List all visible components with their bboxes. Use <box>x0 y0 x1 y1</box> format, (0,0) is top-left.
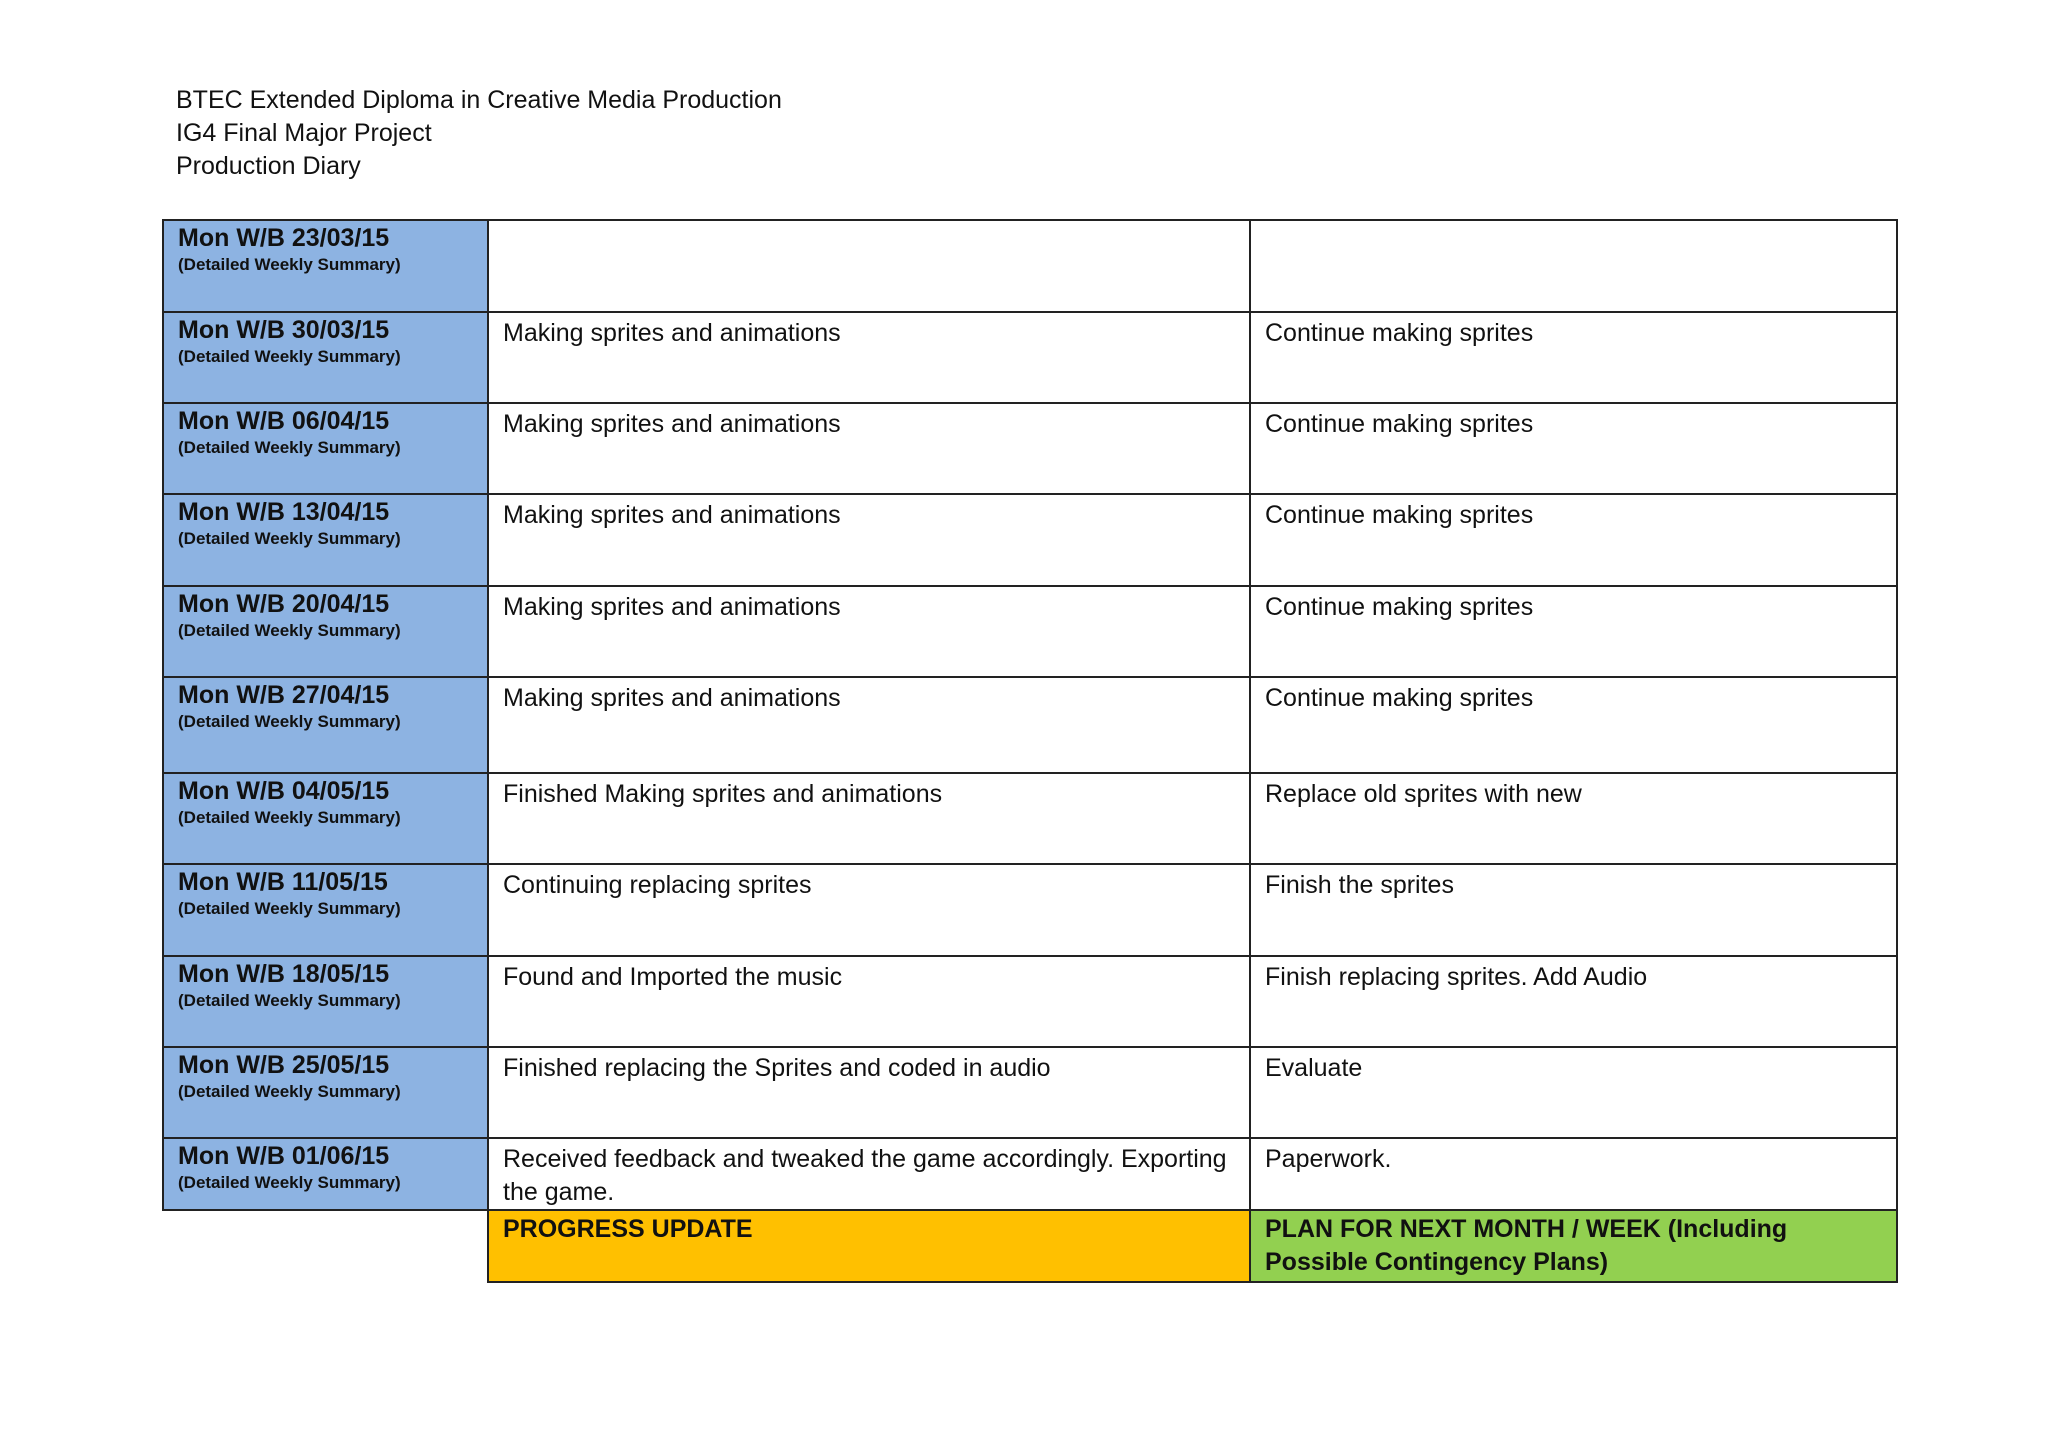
week-summary-label: (Detailed Weekly Summary) <box>178 712 401 731</box>
table-row <box>163 773 1897 864</box>
plan-cell: Continue making sprites <box>1250 586 1897 677</box>
course-title: BTEC Extended Diploma in Creative Media Production <box>176 86 782 114</box>
week-cell <box>163 494 488 586</box>
progress-update-header: PROGRESS UPDATE <box>488 1210 1250 1282</box>
plan-cell: Evaluate <box>1250 1047 1897 1138</box>
week-cell <box>163 956 488 1047</box>
week-cell <box>163 312 488 403</box>
week-cell <box>163 1138 488 1210</box>
plan-cell: Finish the sprites <box>1250 864 1897 956</box>
progress-cell: Making sprites and animations <box>488 586 1250 677</box>
plan-cell <box>1250 220 1897 312</box>
week-cell <box>163 1047 488 1138</box>
progress-cell: Making sprites and animations <box>488 494 1250 586</box>
week-cell <box>163 864 488 956</box>
week-cell <box>163 773 488 864</box>
document-header <box>176 84 782 183</box>
week-summary-label: (Detailed Weekly Summary) <box>178 529 401 548</box>
week-date: Mon W/B 27/04/15 <box>178 681 390 709</box>
plan-cell: Replace old sprites with new <box>1250 773 1897 864</box>
week-date: Mon W/B 20/04/15 <box>178 590 390 618</box>
week-summary-label: (Detailed Weekly Summary) <box>178 438 401 457</box>
table-row <box>163 677 1897 773</box>
progress-cell <box>488 220 1250 312</box>
week-date: Mon W/B 25/05/15 <box>178 1051 390 1079</box>
key-row <box>163 1210 1897 1282</box>
progress-cell: Making sprites and animations <box>488 403 1250 494</box>
table-row <box>163 864 1897 956</box>
week-date: Mon W/B 11/05/15 <box>178 868 388 896</box>
week-cell <box>163 403 488 494</box>
week-date: Mon W/B 01/06/15 <box>178 1142 390 1170</box>
progress-cell: Making sprites and animations <box>488 312 1250 403</box>
table-row <box>163 220 1897 312</box>
plan-cell: Continue making sprites <box>1250 312 1897 403</box>
week-cell <box>163 586 488 677</box>
week-date: Mon W/B 04/05/15 <box>178 777 390 805</box>
week-summary-label: (Detailed Weekly Summary) <box>178 808 401 827</box>
plan-cell: Continue making sprites <box>1250 677 1897 773</box>
progress-cell: Found and Imported the music <box>488 956 1250 1047</box>
week-date: Mon W/B 30/03/15 <box>178 316 390 344</box>
key-spacer <box>163 1210 488 1282</box>
week-date: Mon W/B 18/05/15 <box>178 960 390 988</box>
table-row <box>163 1138 1897 1210</box>
week-summary-label: (Detailed Weekly Summary) <box>178 621 401 640</box>
week-date: Mon W/B 06/04/15 <box>178 407 390 435</box>
table-row <box>163 956 1897 1047</box>
progress-cell: Continuing replacing sprites <box>488 864 1250 956</box>
plan-cell: Paperwork. <box>1250 1138 1897 1210</box>
progress-cell: Finished replacing the Sprites and coded in audio <box>488 1047 1250 1138</box>
week-summary-label: (Detailed Weekly Summary) <box>178 255 401 274</box>
week-summary-label: (Detailed Weekly Summary) <box>178 991 401 1010</box>
project-title: IG4 Final Major Project <box>176 119 432 147</box>
table-row <box>163 312 1897 403</box>
plan-cell: Continue making sprites <box>1250 403 1897 494</box>
week-summary-label: (Detailed Weekly Summary) <box>178 347 401 366</box>
plan-next-header: PLAN FOR NEXT MONTH / WEEK (Including Possible Contingency Plans) <box>1250 1210 1897 1282</box>
production-diary-table <box>162 219 1898 1283</box>
document-title: Production Diary <box>176 152 361 180</box>
week-date: Mon W/B 23/03/15 <box>178 224 390 252</box>
table-row <box>163 1047 1897 1138</box>
week-cell <box>163 677 488 773</box>
progress-cell: Finished Making sprites and animations <box>488 773 1250 864</box>
table-row <box>163 403 1897 494</box>
plan-cell: Finish replacing sprites. Add Audio <box>1250 956 1897 1047</box>
progress-cell: Received feedback and tweaked the game accordingly. Exporting the game. <box>488 1138 1250 1210</box>
week-summary-label: (Detailed Weekly Summary) <box>178 1082 401 1101</box>
table-row <box>163 494 1897 586</box>
week-summary-label: (Detailed Weekly Summary) <box>178 1173 401 1192</box>
plan-cell: Continue making sprites <box>1250 494 1897 586</box>
week-summary-label: (Detailed Weekly Summary) <box>178 899 401 918</box>
table-row <box>163 586 1897 677</box>
week-cell <box>163 220 488 312</box>
week-date: Mon W/B 13/04/15 <box>178 498 390 526</box>
progress-cell: Making sprites and animations <box>488 677 1250 773</box>
